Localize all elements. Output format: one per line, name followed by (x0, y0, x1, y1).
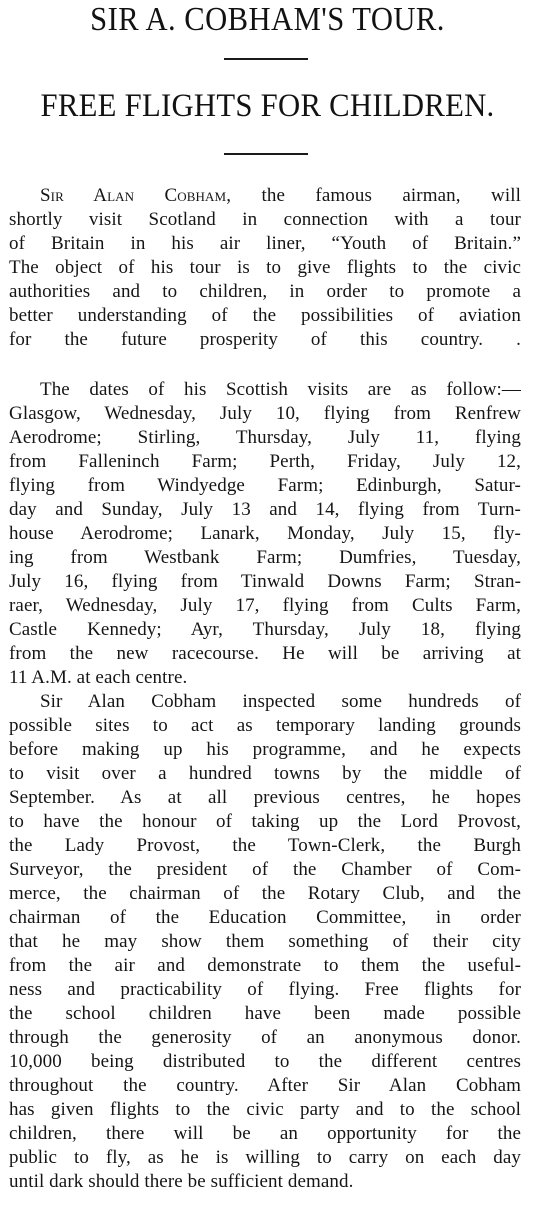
text-line: merce, the chairman of the Rotary Club, and the (9, 883, 521, 904)
text-line: better understanding of the possibilities of aviation (9, 305, 521, 326)
text-line: shortly visit Scotland in connection with a tour (9, 209, 521, 230)
text-line: ness and practicability of flying. Free flights for (9, 979, 521, 1000)
divider-rule-top (224, 58, 308, 60)
text-line: through the generosity of an anonymous donor. (9, 1027, 521, 1048)
text-line: to visit over a hundred towns by the middle of (9, 763, 521, 784)
text-line: Sir Alan Cobham inspected some hundreds of (40, 691, 521, 712)
text-line (9, 352, 521, 376)
text-line: has given flights to the civic party and to the school (9, 1099, 521, 1120)
text-line: The object of his tour is to give flights to the civic (9, 257, 521, 278)
text-line: ing from Westbank Farm; Dumfries, Tuesday, (9, 547, 521, 568)
headline-main: SIR A. COBHAM'S TOUR. (90, 1, 445, 38)
text-line: The dates of his Scottish visits are as follow:— (40, 379, 521, 400)
lead-name: Sir Alan Cobham, (40, 185, 232, 206)
text-line: throughout the country. After Sir Alan Cobham (9, 1075, 521, 1096)
divider-rule-bottom (224, 153, 308, 155)
text-line: until dark should there be sufficient demand. (9, 1171, 354, 1192)
paragraph-1-line-1 (40, 184, 521, 208)
text-line: the school children have been made possible (9, 1003, 521, 1024)
lead-rest: the famous airman, will (261, 185, 521, 206)
text-line: Glasgow, Wednesday, July 10, flying from Renfrew (9, 403, 521, 424)
text-line: Castle Kennedy; Ayr, Thursday, July 18, flying (9, 619, 521, 640)
text-line: children, there will be an opportunity for the (9, 1123, 521, 1144)
text-line: for the future prosperity of this country. . (9, 329, 521, 350)
text-line: from the new racecourse. He will be arriving at (9, 643, 521, 664)
text-line: Surveyor, the president of the Chamber of Com- (9, 859, 521, 880)
text-line: that he may show them something of their city (9, 931, 521, 952)
headline-sub: FREE FLIGHTS FOR CHILDREN. (40, 88, 495, 124)
text-line: Aerodrome; Stirling, Thursday, July 11, flying (9, 427, 521, 448)
text-line: July 16, flying from Tinwald Downs Farm; Stran- (9, 571, 521, 592)
text-line: of Britain in his air liner, “Youth of Britain.” (9, 233, 521, 254)
text-line: flying from Windyedge Farm; Edinburgh, Satur- (9, 475, 521, 496)
text-line: before making up his programme, and he expects (9, 739, 521, 760)
text-line: house Aerodrome; Lanark, Monday, July 15, fly- (9, 523, 521, 544)
text-line: chairman of the Education Committee, in order (9, 907, 521, 928)
text-line: September. As at all previous centres, he hopes (9, 787, 521, 808)
text-line: to have the honour of taking up the Lord Provost, (9, 811, 521, 832)
text-line: from Falleninch Farm; Perth, Friday, July 12, (9, 451, 521, 472)
text-line: raer, Wednesday, July 17, flying from Cults Farm, (9, 595, 521, 616)
text-line: authorities and to children, in order to promote a (9, 281, 521, 302)
text-line: 10,000 being distributed to the different centres (9, 1051, 521, 1072)
text-line: public to fly, as he is willing to carry on each day (9, 1147, 521, 1168)
text-line: the Lady Provost, the Town-Clerk, the Burgh (9, 835, 521, 856)
text-line: day and Sunday, July 13 and 14, flying from Turn- (9, 499, 521, 520)
text-line: from the air and demonstrate to them the useful- (9, 955, 521, 976)
text-line: 11 A.M. at each centre. (9, 667, 188, 688)
text-line: possible sites to act as temporary landing grounds (9, 715, 521, 736)
